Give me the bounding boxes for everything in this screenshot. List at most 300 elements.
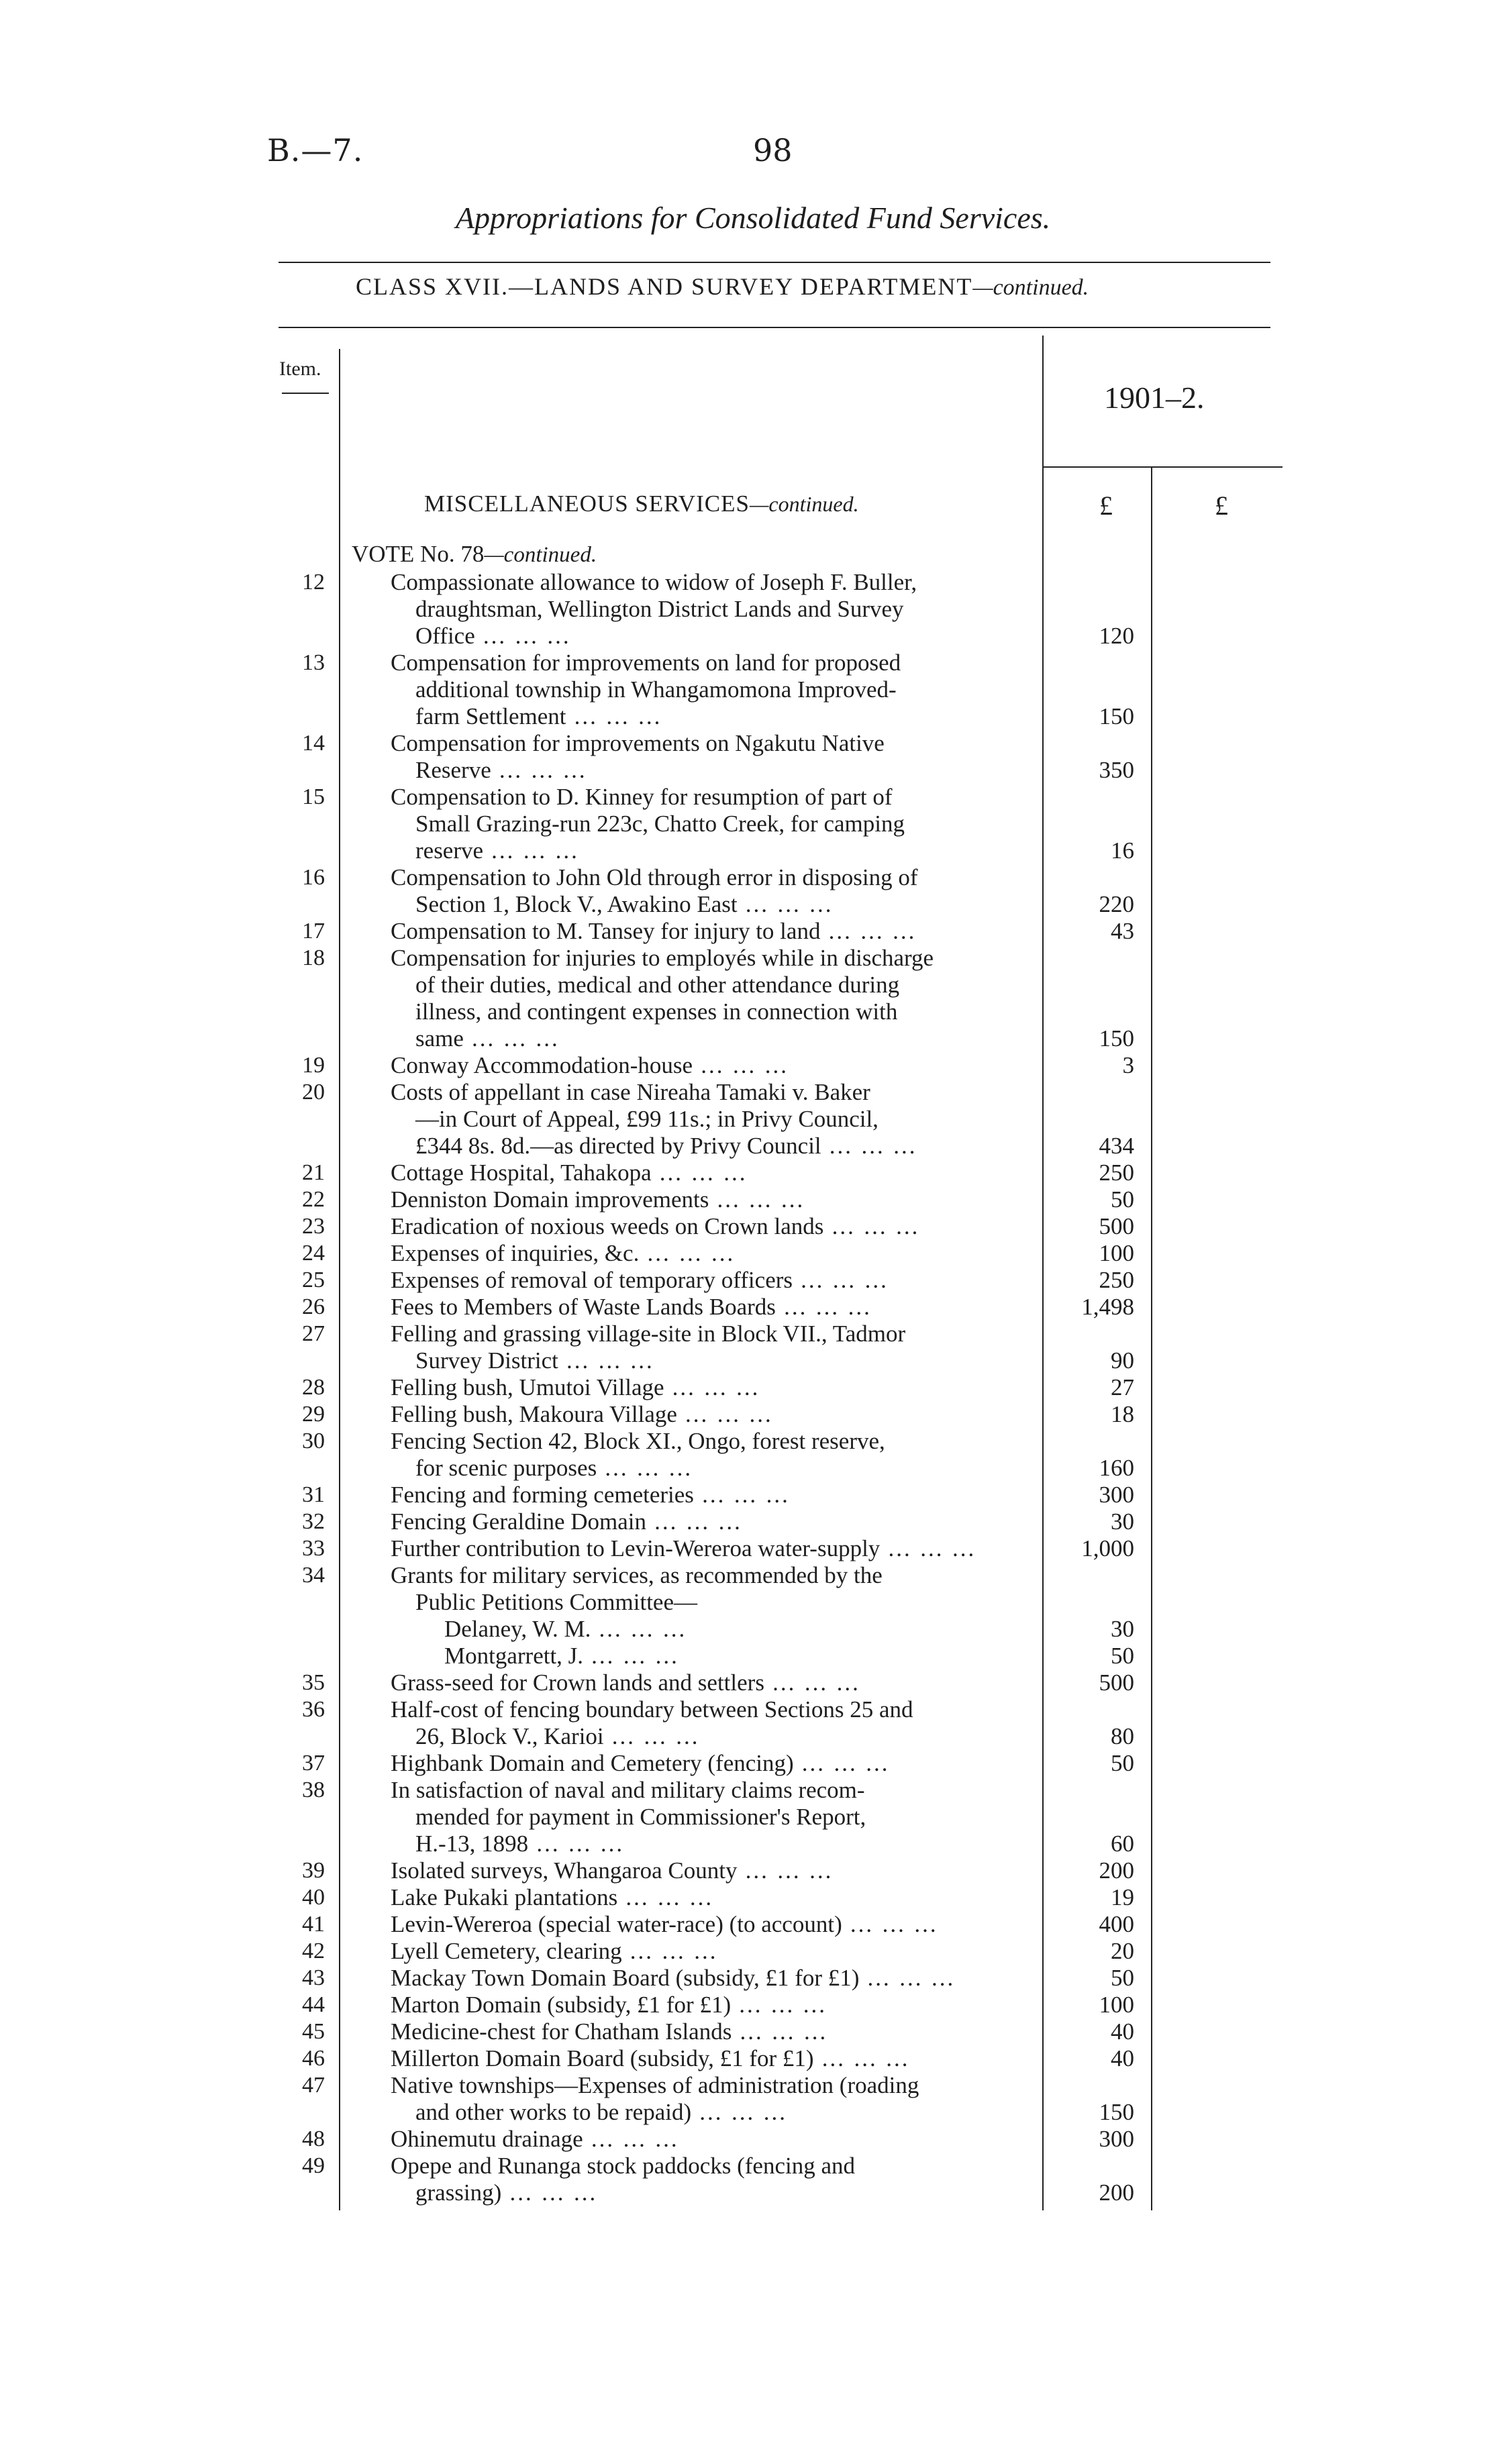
item-description-line	[391, 1696, 1032, 1723]
item-row	[0, 1857, 1506, 1884]
item-description	[391, 864, 1032, 918]
item-description-line	[391, 1133, 1032, 1160]
item-description-text: In satisfaction of naval and military claims recom-	[391, 1777, 865, 1803]
item-description	[391, 2018, 1032, 2045]
item-row	[0, 569, 1506, 650]
item-number: 30	[302, 1429, 325, 1453]
item-number: 41	[302, 1912, 325, 1937]
item-description	[391, 1992, 1032, 2018]
item-description	[391, 650, 1032, 730]
item-description-text: mended for payment in Commissioner's Report,	[415, 1804, 866, 1830]
leader-dots: … … …	[621, 1938, 718, 1964]
leader-dots: … … …	[737, 1857, 834, 1884]
item-amount: 1,000	[1081, 1535, 1134, 1561]
item-amount: 18	[1111, 1401, 1134, 1427]
leader-dots: … … …	[583, 2126, 679, 2152]
item-description-line	[391, 1857, 1032, 1884]
item-description-line	[391, 837, 1032, 864]
item-description	[391, 1777, 1032, 1857]
item-description-text: Compensation for improvements on Ngakutu Native	[391, 730, 885, 756]
year-column-header: 1901–2.	[1104, 380, 1205, 415]
page-number: 98	[753, 132, 793, 168]
item-row	[0, 1911, 1506, 1938]
item-row	[0, 1428, 1506, 1482]
item-number: 18	[302, 945, 325, 970]
item-amount: 50	[1111, 1643, 1134, 1669]
item-row	[0, 650, 1506, 730]
item-description-text: Expenses of removal of temporary officers	[391, 1267, 793, 1293]
item-description-line	[391, 2018, 1032, 2045]
item-number: 16	[302, 865, 325, 890]
item-description	[391, 1884, 1032, 1911]
item-row	[0, 1884, 1506, 1911]
item-description-line	[391, 891, 1032, 918]
item-amount: 300	[1099, 1482, 1134, 1508]
leader-dots: … … …	[793, 1750, 890, 1776]
item-description-text: Isolated surveys, Whangaroa County	[391, 1857, 738, 1884]
item-row	[0, 864, 1506, 918]
item-description-line	[391, 757, 1032, 784]
leader-dots: … … …	[463, 1025, 560, 1051]
item-description-line	[391, 569, 1032, 596]
item-description-line	[391, 1052, 1032, 1079]
item-description-text: —in Court of Appeal, £99 11s.; in Privy Council,	[415, 1106, 878, 1132]
item-description-text: Fencing and forming cemeteries	[391, 1482, 694, 1508]
item-amount: 50	[1111, 1965, 1134, 1991]
item-row	[0, 1616, 1506, 1643]
item-description-line	[391, 1186, 1032, 1213]
document-reference: B.—7.	[267, 132, 364, 168]
item-amount: 80	[1111, 1723, 1134, 1749]
item-description-text: Office	[415, 623, 475, 649]
item-description-line	[391, 1482, 1032, 1508]
item-description-text: Fencing Section 42, Block XI., Ongo, forest reserve,	[391, 1428, 885, 1454]
item-amount: 43	[1111, 918, 1134, 944]
item-amount: 200	[1099, 1857, 1134, 1884]
item-amount: 19	[1111, 1884, 1134, 1910]
item-amount: 220	[1099, 891, 1134, 917]
item-amount: 200	[1099, 2179, 1134, 2206]
leader-dots: … … …	[558, 1347, 655, 1374]
item-description	[391, 1401, 1032, 1428]
item-row	[0, 1482, 1506, 1508]
item-number: 13	[302, 650, 325, 675]
item-description-line	[391, 1267, 1032, 1294]
leader-dots: … … …	[676, 1401, 774, 1427]
item-amount: 50	[1111, 1186, 1134, 1213]
item-description	[391, 1052, 1032, 1079]
item-description	[391, 2153, 1032, 2206]
currency-symbol-column-1: £	[1099, 491, 1113, 521]
leader-dots: … … …	[483, 837, 580, 864]
leader-dots: … … …	[691, 2099, 788, 2125]
item-description	[391, 1267, 1032, 1294]
item-number: 43	[302, 1965, 325, 1990]
leader-dots: … … …	[591, 1616, 687, 1642]
item-description-text: Felling and grassing village-site in Block VII., Tadmor	[391, 1321, 906, 1347]
item-amount: 30	[1111, 1616, 1134, 1642]
item-number: 17	[302, 919, 325, 943]
item-row	[0, 1938, 1506, 1965]
item-description-text: 26, Block V., Karioi	[415, 1723, 604, 1749]
item-number: 45	[302, 2019, 325, 2044]
item-amount: 500	[1099, 1670, 1134, 1696]
item-description-line	[391, 650, 1032, 676]
item-description-text: Medicine-chest for Chatham Islands	[391, 2018, 732, 2045]
item-amount: 40	[1111, 2045, 1134, 2071]
item-description-line	[391, 2179, 1032, 2206]
item-row	[0, 1160, 1506, 1186]
item-description-line	[391, 1992, 1032, 2018]
item-amount: 100	[1099, 1240, 1134, 1266]
item-description-text: Grants for military services, as recommended by the	[391, 1562, 883, 1588]
item-description-line	[391, 2045, 1032, 2072]
leader-dots: … … …	[501, 2179, 598, 2206]
item-number: 15	[302, 784, 325, 809]
item-description-line	[391, 1240, 1032, 1267]
item-description-line	[391, 1670, 1032, 1696]
item-number: 25	[302, 1268, 325, 1292]
item-number: 19	[302, 1053, 325, 1078]
item-description-text: additional township in Whangamomona Improved-	[415, 676, 897, 703]
item-description	[391, 1321, 1032, 1374]
item-number: 39	[302, 1858, 325, 1883]
leader-dots: … … …	[651, 1160, 748, 1186]
item-description	[391, 1213, 1032, 1240]
item-amount: 250	[1099, 1160, 1134, 1186]
item-amount: 150	[1099, 2099, 1134, 2125]
leader-dots: … … …	[859, 1965, 956, 1991]
item-amount: 160	[1099, 1455, 1134, 1481]
item-description	[391, 1938, 1032, 1965]
item-amount: 20	[1111, 1938, 1134, 1964]
item-description-line	[391, 1777, 1032, 1804]
class-heading-text: CLASS XVII.—LANDS AND SURVEY DEPARTMENT	[356, 273, 973, 300]
item-number: 48	[302, 2126, 325, 2151]
item-description-text: grassing)	[415, 2179, 502, 2206]
item-description-text: and other works to be repaid)	[415, 2099, 692, 2125]
item-description-line	[391, 1401, 1032, 1428]
leader-dots: … … …	[709, 1186, 805, 1213]
item-description-line	[391, 1294, 1032, 1321]
item-description-text: Survey District	[415, 1347, 558, 1374]
item-description-line	[391, 1884, 1032, 1911]
item-description-text: same	[415, 1025, 464, 1051]
item-row	[0, 2153, 1506, 2206]
item-description-text: Fencing Geraldine Domain	[391, 1508, 647, 1535]
leader-dots: … … …	[603, 1723, 700, 1749]
item-row	[0, 1294, 1506, 1321]
section-heading	[424, 491, 859, 517]
item-number: 22	[302, 1187, 325, 1212]
item-number: 20	[302, 1080, 325, 1105]
item-description	[391, 1240, 1032, 1267]
item-description-text: Compensation to M. Tansey for injury to land	[391, 918, 821, 944]
item-description	[391, 1508, 1032, 1535]
item-description-text: Half-cost of fencing boundary between Sections 25 and	[391, 1696, 913, 1723]
item-description-line	[391, 1911, 1032, 1938]
item-description	[391, 1482, 1032, 1508]
leader-dots: … … …	[693, 1482, 791, 1508]
class-heading	[356, 272, 1089, 301]
item-description-line	[391, 2099, 1032, 2126]
leader-dots: … … …	[821, 1133, 917, 1159]
item-description-text: of their duties, medical and other attendance during	[415, 972, 900, 998]
item-description-text: Conway Accommodation-house	[391, 1052, 693, 1078]
item-description-text: Felling bush, Makoura Village	[391, 1401, 677, 1427]
item-description	[391, 1079, 1032, 1160]
item-row	[0, 945, 1506, 1052]
item-amount: 40	[1111, 2018, 1134, 2045]
leader-dots: … … …	[764, 1670, 861, 1696]
leader-dots: … … …	[731, 1992, 827, 2018]
item-description-text: Lake Pukaki plantations	[391, 1884, 618, 1910]
item-description-line	[391, 623, 1032, 650]
item-amount: 1,498	[1081, 1294, 1134, 1320]
item-description-text: Felling bush, Umutoi Village	[391, 1374, 664, 1400]
item-description-text: Further contribution to Levin-Wereroa water-supply	[391, 1535, 881, 1561]
leader-dots: … … …	[646, 1508, 743, 1535]
class-heading-rule	[279, 327, 1270, 328]
item-description-text: Lyell Cemetery, clearing	[391, 1938, 622, 1964]
item-description-line	[391, 1213, 1032, 1240]
item-number: 12	[302, 570, 325, 595]
item-amount: 434	[1099, 1133, 1134, 1159]
item-description-text: draughtsman, Wellington District Lands and Survey	[415, 596, 904, 622]
leader-dots: … … …	[820, 918, 917, 944]
item-description-line	[391, 1643, 1032, 1670]
item-description-line	[391, 2072, 1032, 2099]
item-description-line	[391, 1535, 1032, 1562]
item-description-line	[391, 1938, 1032, 1965]
leader-dots: … … …	[823, 1213, 920, 1239]
item-description	[391, 918, 1032, 945]
item-description-line	[391, 945, 1032, 972]
leader-dots: … … …	[474, 623, 571, 649]
item-amount: 90	[1111, 1347, 1134, 1374]
item-number: 26	[302, 1294, 325, 1319]
item-description-text: Marton Domain (subsidy, £1 for £1)	[391, 1992, 732, 2018]
item-header-rule	[282, 393, 329, 394]
item-row	[0, 2018, 1506, 2045]
leader-dots: … … …	[775, 1294, 872, 1320]
item-description-text: Ohinemutu drainage	[391, 2126, 583, 2152]
item-number: 33	[302, 1536, 325, 1561]
item-row	[0, 2045, 1506, 2072]
item-row	[0, 1052, 1506, 1079]
item-number: 40	[302, 1885, 325, 1910]
leader-dots: … … …	[664, 1374, 760, 1400]
item-description	[391, 2045, 1032, 2072]
item-description-text: Native townships—Expenses of administration (roading	[391, 2072, 919, 2098]
item-description-text: Expenses of inquiries, &c.	[391, 1240, 640, 1266]
item-number: 38	[302, 1778, 325, 1802]
item-number: 47	[302, 2073, 325, 2098]
item-row	[0, 918, 1506, 945]
leader-dots: … … …	[737, 891, 834, 917]
item-description-line	[391, 1723, 1032, 1750]
item-row	[0, 1186, 1506, 1213]
item-number: 23	[302, 1214, 325, 1239]
item-description-line	[391, 1750, 1032, 1777]
appropriation-items-list	[0, 569, 1506, 2206]
item-description-text: Compensation for injuries to employés while in discharge	[391, 945, 934, 971]
item-description	[391, 2126, 1032, 2153]
item-description-text: Public Petitions Committee—	[415, 1589, 697, 1615]
item-description	[391, 1965, 1032, 1992]
item-description-line	[391, 1079, 1032, 1106]
item-description	[391, 1535, 1032, 1562]
item-number: 28	[302, 1375, 325, 1400]
item-amount: 500	[1099, 1213, 1134, 1239]
leader-dots: … … …	[842, 1911, 938, 1937]
item-description-line	[391, 730, 1032, 757]
item-description	[391, 1696, 1032, 1750]
item-description	[391, 1562, 1032, 1616]
item-row	[0, 1079, 1506, 1160]
item-number: 37	[302, 1751, 325, 1776]
item-description-line	[391, 1106, 1032, 1133]
page-title: Appropriations for Consolidated Fund Services.	[455, 201, 1051, 235]
item-row	[0, 1696, 1506, 1750]
item-description-text: illness, and contingent expenses in connection with	[415, 998, 898, 1025]
item-amount: 150	[1099, 703, 1134, 729]
item-description-line	[391, 1804, 1032, 1831]
item-description-line	[391, 2153, 1032, 2179]
item-number: 36	[302, 1697, 325, 1722]
item-amount: 30	[1111, 1508, 1134, 1535]
item-description	[391, 1374, 1032, 1401]
item-amount: 250	[1099, 1267, 1134, 1293]
item-description-line	[391, 864, 1032, 891]
item-amount: 3	[1122, 1052, 1134, 1078]
item-row	[0, 2126, 1506, 2153]
item-amount: 100	[1099, 1992, 1134, 2018]
vote-heading	[352, 541, 597, 568]
item-description-text: Mackay Town Domain Board (subsidy, £1 for £1)	[391, 1965, 860, 1991]
item-description	[391, 1294, 1032, 1321]
leader-dots: … … …	[583, 1643, 680, 1669]
section-heading-text: MISCELLANEOUS SERVICES	[424, 491, 750, 517]
item-amount: 16	[1111, 837, 1134, 864]
item-amount: 27	[1111, 1374, 1134, 1400]
item-description	[391, 1428, 1032, 1482]
item-row	[0, 1992, 1506, 2018]
section-heading-continued: —continued.	[749, 492, 859, 516]
item-number: 32	[302, 1509, 325, 1534]
item-description-text: £344 8s. 8d.—as directed by Privy Council	[415, 1133, 821, 1159]
item-number: 31	[302, 1482, 325, 1507]
item-row	[0, 1267, 1506, 1294]
item-description-text: reserve	[415, 837, 484, 864]
currency-symbol-column-2: £	[1215, 491, 1228, 521]
item-row	[0, 730, 1506, 784]
item-description-text: Reserve	[415, 757, 491, 783]
item-description-line	[391, 1455, 1032, 1482]
item-number: 35	[302, 1670, 325, 1695]
item-number: 21	[302, 1160, 325, 1185]
item-description	[391, 2072, 1032, 2126]
item-number: 29	[302, 1402, 325, 1427]
item-description-text: Millerton Domain Board (subsidy, £1 for £1)	[391, 2045, 814, 2071]
vote-heading-continued: —continued.	[484, 543, 597, 567]
item-description	[391, 730, 1032, 784]
item-description-text: Cottage Hospital, Tahakopa	[391, 1160, 652, 1186]
item-description	[391, 1186, 1032, 1213]
leader-dots: … … …	[813, 2045, 910, 2071]
item-description-line	[391, 1160, 1032, 1186]
item-description	[391, 1857, 1032, 1884]
leader-dots: … … …	[597, 1455, 693, 1481]
item-description-line	[391, 811, 1032, 837]
item-number: 46	[302, 2046, 325, 2071]
item-description-text: Opepe and Runanga stock paddocks (fencing and	[391, 2153, 856, 2179]
item-description-text: Highbank Domain and Cemetery (fencing)	[391, 1750, 794, 1776]
item-description-text: Costs of appellant in case Nireaha Tamaki v. Baker	[391, 1079, 870, 1105]
item-description-line	[391, 676, 1032, 703]
item-description	[391, 1643, 1032, 1670]
leader-dots: … … …	[880, 1535, 976, 1561]
item-description	[391, 1616, 1032, 1643]
item-amount: 150	[1099, 1025, 1134, 1051]
item-row	[0, 1670, 1506, 1696]
item-description-line	[391, 998, 1032, 1025]
item-row	[0, 1321, 1506, 1374]
item-description-line	[391, 1589, 1032, 1616]
item-number: 44	[302, 1992, 325, 2017]
item-description-text: for scenic purposes	[415, 1455, 597, 1481]
item-row	[0, 1374, 1506, 1401]
item-description-line	[391, 2126, 1032, 2153]
item-number: 27	[302, 1321, 325, 1346]
item-row	[0, 1213, 1506, 1240]
item-description-text: Montgarrett, J.	[444, 1643, 584, 1669]
item-number: 42	[302, 1939, 325, 1963]
leader-dots: … … …	[639, 1240, 736, 1266]
title-rule	[279, 262, 1270, 263]
leader-dots: … … …	[693, 1052, 789, 1078]
item-description-text: farm Settlement	[415, 703, 566, 729]
item-description	[391, 1670, 1032, 1696]
item-description-line	[391, 1508, 1032, 1535]
item-number: 49	[302, 2153, 325, 2178]
item-description-line	[391, 1374, 1032, 1401]
item-row	[0, 1777, 1506, 1857]
item-description-line	[391, 1562, 1032, 1589]
item-row	[0, 1508, 1506, 1535]
item-description-line	[391, 1025, 1032, 1052]
item-amount: 400	[1099, 1911, 1134, 1937]
item-description-text: Compensation to D. Kinney for resumption of part of	[391, 784, 893, 810]
leader-dots: … … …	[617, 1884, 714, 1910]
item-description-text: Levin-Wereroa (special water-race) (to account)	[391, 1911, 842, 1937]
leader-dots: … … …	[566, 703, 662, 729]
item-description-line	[391, 1347, 1032, 1374]
item-description-line	[391, 1428, 1032, 1455]
item-description-text: H.-13, 1898	[415, 1831, 529, 1857]
item-description-line	[391, 972, 1032, 998]
class-heading-continued: —continued.	[972, 275, 1089, 300]
item-number: 24	[302, 1241, 325, 1266]
leader-dots: … … …	[793, 1267, 889, 1293]
item-row	[0, 1965, 1506, 1992]
item-description-text: Eradication of noxious weeds on Crown lands	[391, 1213, 824, 1239]
item-description	[391, 784, 1032, 864]
leader-dots: … … …	[491, 757, 587, 783]
leader-dots: … … …	[528, 1831, 625, 1857]
item-row	[0, 1401, 1506, 1428]
item-description-line	[391, 596, 1032, 623]
